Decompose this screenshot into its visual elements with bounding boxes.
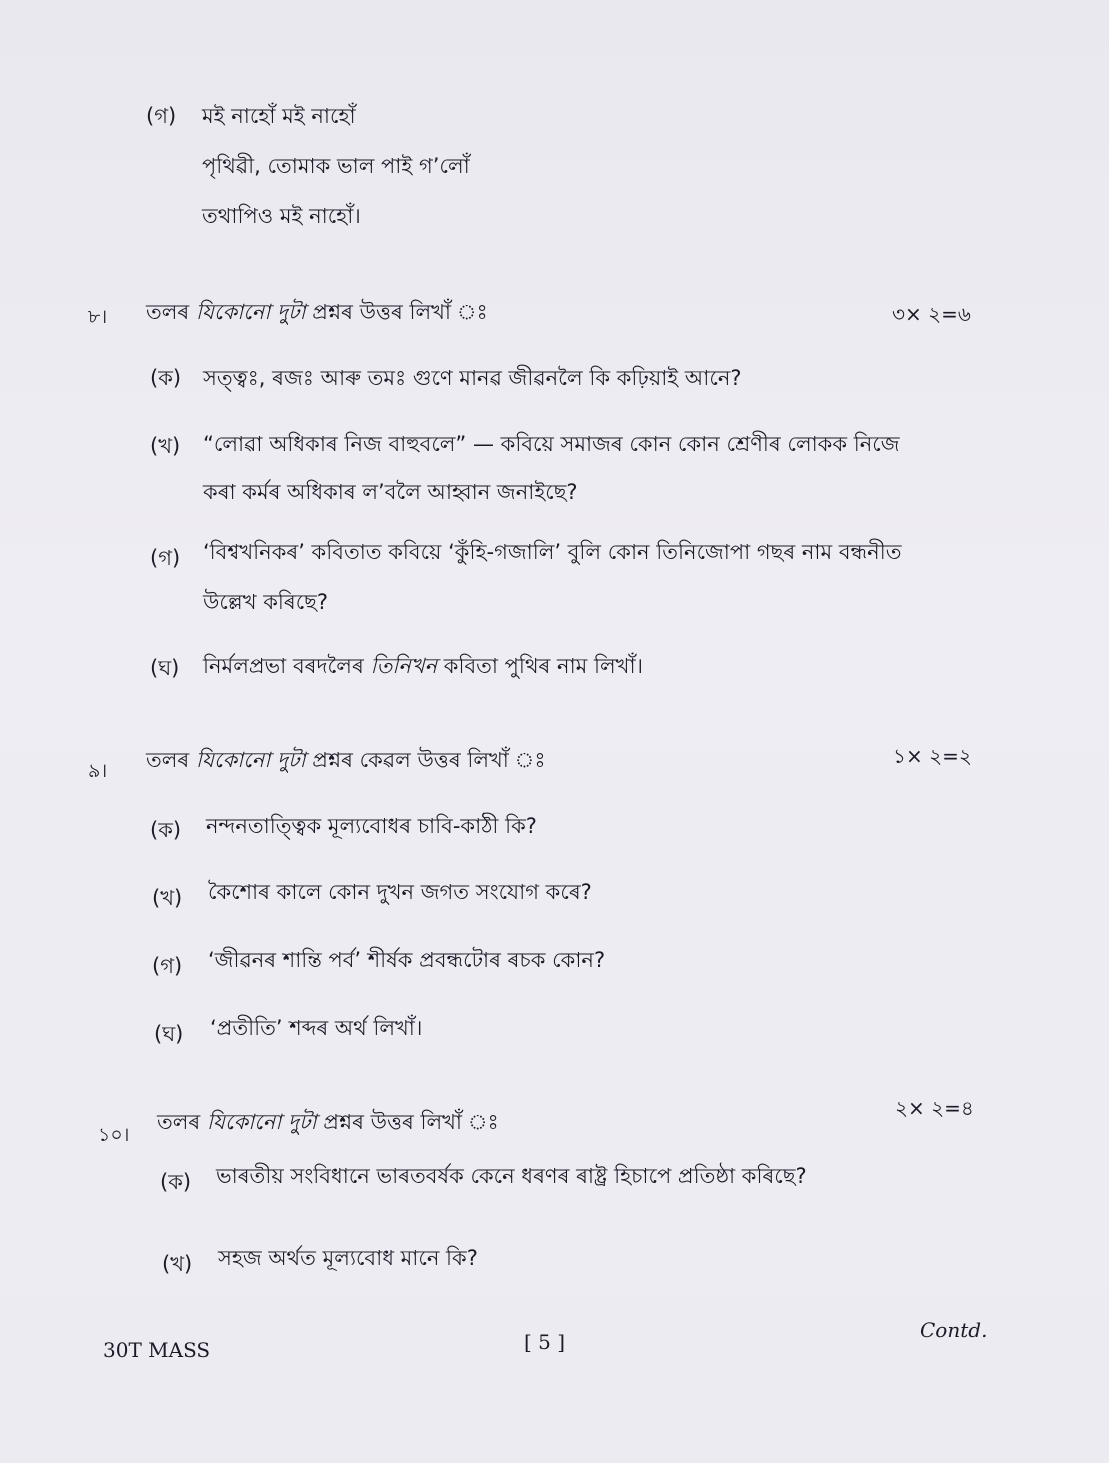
q10-b-label: (খ) [162, 1252, 193, 1276]
q8-d-label: (ঘ) [150, 656, 180, 680]
q8-instr-post: প্ৰশ্নৰ উত্তৰ লিখাঁ ঃ [305, 300, 488, 324]
q9-a-text: নন্দনতাত্ত্বিক মূল্যবোধৰ চাবি-কাঠী কি? [206, 814, 537, 838]
q9-c-text: ‘জীৱনৰ শান্তি পৰ্ব’ শীৰ্ষক প্ৰবন্ধটোৰ ৰচক কোন? [208, 948, 606, 972]
q10-instruction [157, 1110, 499, 1135]
q8-d-pre: নিৰ্মলপ্ৰভা বৰদলৈৰ [203, 654, 371, 678]
q8-b-text: “লোৱা অধিকাৰ নিজ বাহুবলে” — কবিয়ে সমাজৰ কোন কোন শ্ৰেণীৰ লোকক নিজে [203, 432, 900, 456]
q9-c-label: (গ) [152, 954, 183, 978]
q10-b-text: সহজ অৰ্থত মূল্যবোধ মানে কি? [218, 1246, 478, 1270]
q9-b-label: (খ) [152, 886, 183, 910]
poem-line-1: মই নাহোঁ মই নাহোঁ [202, 104, 356, 128]
q10-a-text: ভাৰতীয় সংবিধানে ভাৰতবৰ্ষক কেনে ধৰণৰ ৰাষ্ট্ৰ হিচাপে প্ৰতিষ্ঠা কৰিছে? [216, 1164, 807, 1188]
q8-instr-pre: তলৰ [146, 300, 196, 324]
q9-marks: ১× ২=২ [893, 744, 972, 768]
q8-c-label: (গ) [150, 546, 181, 570]
q10-instr-pre: তলৰ [157, 1110, 207, 1134]
q8-instruction [146, 300, 488, 325]
paper-code: 30T MASS [103, 1338, 211, 1362]
poem-label: (গ) [146, 104, 177, 128]
q9-instruction [146, 748, 546, 773]
poem-line-3: তথাপিও মই নাহোঁ। [202, 204, 361, 228]
q9-instr-post: প্ৰশ্নৰ কেৱল উত্তৰ লিখাঁ ঃ [305, 748, 546, 772]
q8-c-text-cont: উল্লেখ কৰিছে? [203, 590, 329, 614]
q8-marks: ৩× ২=৬ [892, 302, 971, 326]
q8-a-text: সত্ত্বঃ, ৰজঃ আৰু তমঃ গুণে মানৱ জীৱনলৈ কি কঢ়িয়াই আনে? [203, 366, 742, 390]
q9-a-label: (ক) [150, 818, 182, 842]
q9-instr-emphasis: যিকোনো দুটা [195, 748, 306, 772]
q10-instr-post: প্ৰশ্নৰ উত্তৰ লিখাঁ ঃ [316, 1110, 499, 1134]
q8-b-text-cont: কৰা কৰ্মৰ অধিকাৰ ল’বলৈ আহ্বান জনাইছে? [203, 480, 578, 504]
q9-d-label: (ঘ) [154, 1022, 184, 1046]
q9-instr-pre: তলৰ [146, 748, 196, 772]
q10-number: ১০। [98, 1124, 130, 1146]
q8-d-post: কবিতা পুথিৰ নাম লিখাঁ। [437, 654, 644, 678]
q8-a-label: (ক) [150, 366, 182, 390]
q10-instr-emphasis: যিকোনো দুটা [206, 1110, 317, 1134]
q9-d-text: ‘প্ৰতীতি’ শব্দৰ অৰ্থ লিখাঁ। [210, 1016, 423, 1040]
q8-instr-emphasis: যিকোনো দুটা [195, 300, 306, 324]
q8-d-emphasis: তিনিখন [370, 654, 438, 678]
q8-b-label: (খ) [150, 434, 181, 458]
q9-b-text: কৈশোৰ কালে কোন দুখন জগত সংযোগ কৰে? [208, 880, 592, 904]
poem-line-2: পৃথিৱী, তোমাক ভাল পাই গ’লোঁ [202, 154, 470, 178]
q8-c-text: ‘বিশ্বখনিকৰ’ কবিতাত কবিয়ে ‘কুঁহি-গজালি’ বুলি কোন তিনিজোপা গছৰ নাম বন্ধনীত [203, 540, 902, 564]
q10-marks: ২× ২=৪ [895, 1096, 974, 1120]
q8-number: ৮। [88, 306, 108, 328]
q10-a-label: (ক) [160, 1170, 192, 1194]
q9-number: ৯। [88, 760, 108, 782]
page-number: [ 5 ] [524, 1330, 566, 1354]
continued-note: Contd. [920, 1318, 988, 1342]
q8-d-text [203, 654, 643, 679]
